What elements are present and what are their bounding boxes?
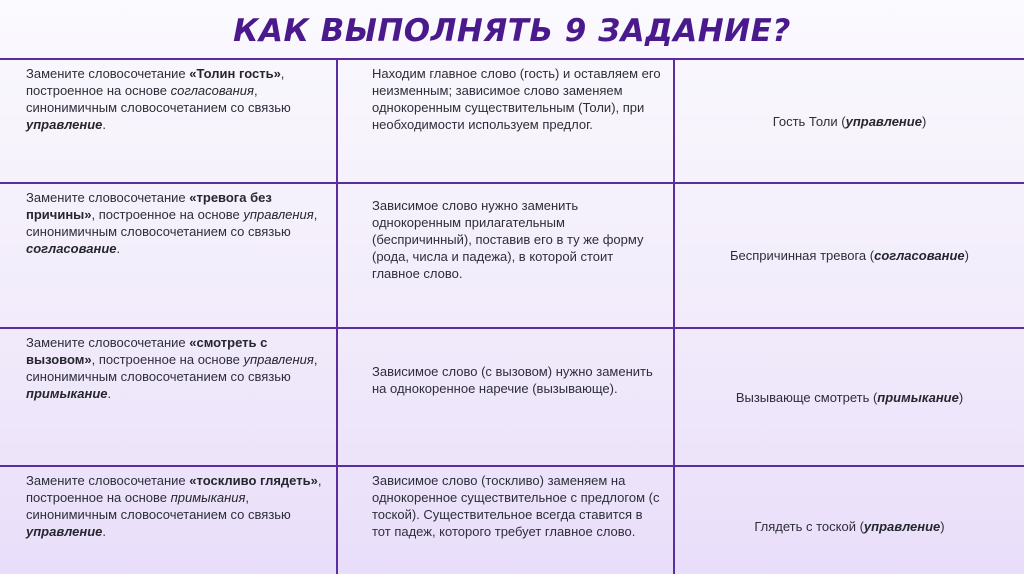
source-link-type: примыкания <box>170 490 246 505</box>
table-row <box>0 466 1024 574</box>
task-text: . <box>107 386 112 401</box>
task-text: , построенное на основе <box>26 473 322 505</box>
task-cell <box>0 328 337 466</box>
task-phrase: «тоскливо глядеть» <box>189 473 318 488</box>
task-phrase: «Толин гость» <box>189 66 281 81</box>
explanation-cell: Зависимое слово нужно заменить однокоренным прилагательным (беспричинный), поставив его в ту же форму (рода, числа и падежа), в которой стоит главное слово. <box>337 183 674 328</box>
slide-title: КАК ВЫПОЛНЯТЬ 9 ЗАДАНИЕ? <box>233 13 791 49</box>
explanation-cell: Находим главное слово (гость) и оставляем его неизменным; зависимое слово заменяем однокоренным существительным (Толи), при необходимости используем предлог. <box>337 59 674 183</box>
task-cell <box>0 59 337 183</box>
task-text: , синонимичным словосочетанием со связью <box>26 207 318 239</box>
answer-text: ) <box>964 248 969 263</box>
task-text: Замените словосочетание <box>26 66 190 81</box>
table-row <box>0 328 1024 466</box>
target-link-type: управление <box>26 117 103 132</box>
task-text: Замените словосочетание <box>26 473 190 488</box>
task-text: , построенное на основе <box>91 352 244 367</box>
answer-link-type: согласование <box>874 248 965 263</box>
explanation-cell: Зависимое слово (с вызовом) нужно заменить на однокоренное наречие (вызывающе). <box>337 328 674 466</box>
answer-link-type: управление <box>863 518 941 534</box>
task-text: . <box>102 524 106 539</box>
answer-text: Вызывающе смотреть ( <box>735 389 878 405</box>
task-text: , построенное на основе <box>91 207 244 222</box>
answer-cell <box>674 328 1024 466</box>
task-text: , построенное на основе <box>26 66 285 98</box>
answer-text: ) <box>921 113 927 129</box>
answer-text: Гость Толи ( <box>772 113 846 129</box>
table-row <box>0 183 1024 328</box>
answer-text: ) <box>958 389 964 405</box>
answer-text: ) <box>940 518 945 534</box>
task-text: . <box>102 117 106 132</box>
target-link-type: управление <box>26 524 103 539</box>
task-text: , синонимичным словосочетанием со связью <box>26 83 291 115</box>
answer-text: Глядеть с тоской ( <box>754 518 864 534</box>
answer-cell <box>674 183 1024 328</box>
task-text: , синонимичным словосочетанием со связью <box>26 490 291 522</box>
target-link-type: примыкание <box>26 386 108 401</box>
source-link-type: управления <box>243 352 314 367</box>
table-row <box>0 59 1024 183</box>
task-phrase: «смотреть с вызовом» <box>26 335 268 367</box>
task-text: . <box>116 241 121 256</box>
task-text: , синонимичным словосочетанием со связью <box>26 352 318 384</box>
task-phrase: «тревога без причины» <box>26 190 272 222</box>
answer-link-type: примыкание <box>877 389 959 405</box>
source-link-type: управления <box>243 207 314 222</box>
source-link-type: согласования <box>170 83 254 98</box>
answer-link-type: управление <box>845 113 922 129</box>
task-text: Замените словосочетание <box>26 190 190 205</box>
answer-cell <box>674 59 1024 183</box>
task-cell <box>0 183 337 328</box>
target-link-type: согласование <box>26 241 117 256</box>
answer-text: Беспричинная тревога ( <box>730 248 875 263</box>
answer-cell <box>674 466 1024 574</box>
task-text: Замените словосочетание <box>26 335 190 350</box>
explanation-cell: Зависимое слово (тоскливо) заменяем на однокоренное существительное с предлогом (с тоской). Существительное всегда ставится в тот падеж, которого требует главное слово. <box>337 466 674 574</box>
task-cell <box>0 466 337 574</box>
task-table <box>0 58 1024 574</box>
